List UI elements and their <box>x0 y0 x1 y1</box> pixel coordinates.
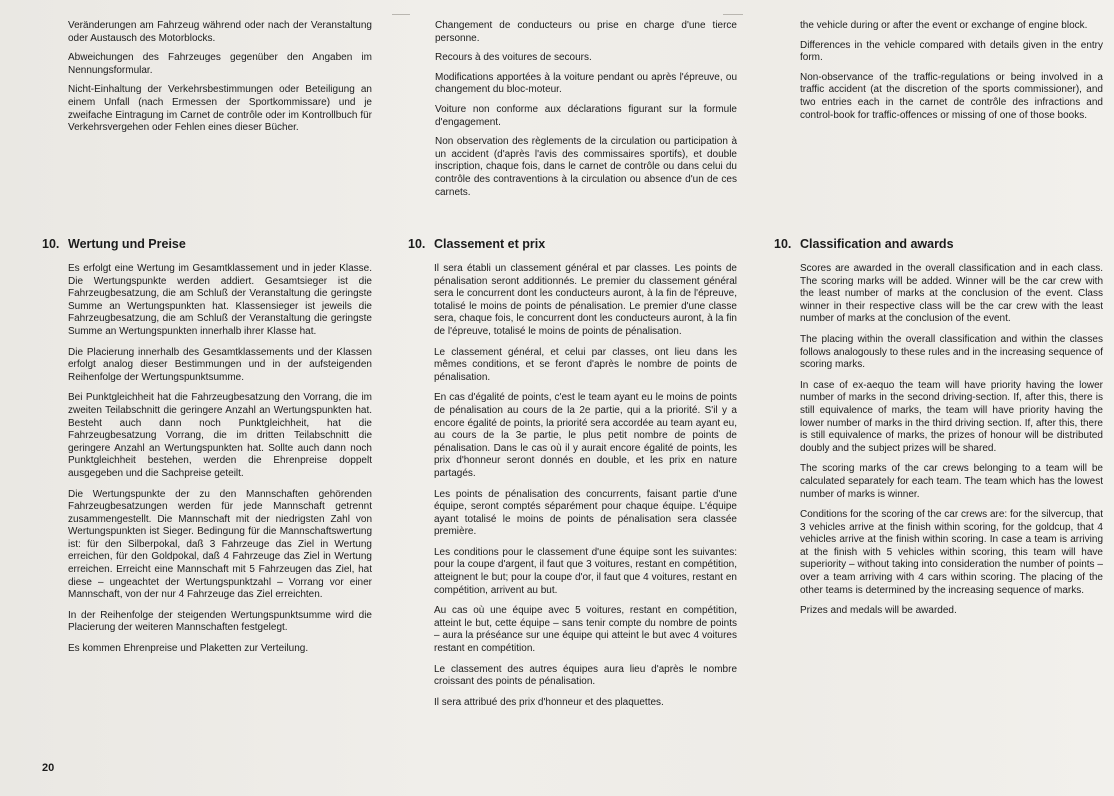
top-column-german <box>68 20 372 142</box>
section-english <box>774 237 1103 626</box>
page-number: 20 <box>42 762 55 774</box>
paragraph: Modifications apportées à la voiture pendant ou après l'épreuve, ou changement du bloc-moteur. <box>435 71 737 96</box>
paragraph: Bei Punktgleichheit hat die Fahrzeugbesatzung den Vorrang, die im zweiten Teilabschnitt die geringere Anzahl an Wertungspunkten hat. Besteht auch dann noch Punktgleichheit, hat die Fahrzeugbesatzung Vorrang, die im dritten Teilabschnitt die geringere Anzahl an Wertungspunkten hat. Sollte auch dann noch Punktgleichheit bestehen, werden die Ehrenpreise doppelt ausgegeben und die Sachpreise geteilt. <box>68 392 372 479</box>
paragraph: Die Wertungspunkte der zu den Mannschaften gehörenden Fahrzeugbesatzungen werden für jede Mannschaft getrennt zusammengestellt. Die Mannschaft mit der niedrigsten Zahl von Wertungspunkten ist Sieger. Bedingung für die Mannschaftswertung ist: für den Silberpokal, daß 3 Fahrzeuge das Ziel in Wertung erreichen, für den Goldpokal, daß 4 Fahrzeuge das Ziel in Wertung erreichen. Erreicht eine Mannschaft mit 5 Fahrzeugen das Ziel, hat diese – ungeachtet der Wertungspunktzahl – Vorrang vor einer Mannschaft, von der nur 4 Fahrzeuge das Ziel erreichten. <box>68 488 372 601</box>
paragraph: In case of ex-aequo the team will have priority having the lower number of marks in the second driving-section. If, after this, there is still equivalence of marks, the team will have priority having the lower number of marks in the third driving section. If, after this, there is still equivalence of marks, the prizes of honour will be distributed doubly and the subject prizes will be shared. <box>800 379 1103 454</box>
paragraph: Changement de conducteurs ou prise en charge d'une tierce personne. <box>435 20 737 44</box>
section-french <box>408 237 737 717</box>
paragraph: Le classement des autres équipes aura lieu d'après le nombre croissant des points de pénalisation. <box>434 663 737 688</box>
section-body <box>68 263 372 656</box>
section-title: Classement et prix <box>434 237 546 251</box>
paragraph: Prizes and medals will be awarded. <box>800 605 957 617</box>
paragraph: Scores are awarded in the overall classification and in each class. The scoring marks will be added. Winner will be the car crew with the least number of marks at the conclusion of the event. Class winner in their respective class will be the car crew with the least number of marks at the conclusion of the event. <box>800 263 1103 325</box>
paragraph: Non-observance of the traffic-regulations or being involved in a traffic accident (at the discretion of the sports commissioner), and two entries each in the carnet de contrôle des infractions and control-book for traffic-offences or missing of one of those books. <box>800 71 1103 121</box>
paragraph: Die Placierung innerhalb des Gesamtklassements und der Klassen erfolgt analog dieser Bestimmungen und in der aufsteigenden Reihenfolge der Wertungspunktsumme. <box>68 346 372 383</box>
section-body <box>434 263 737 709</box>
paragraph: In der Reihenfolge der steigenden Wertungspunktsumme wird die Placierung der weiteren Mannschaften festgelegt. <box>68 609 372 634</box>
paragraph: The scoring marks of the car crews belonging to a team will be calculated separately for each team. The team which has the lowest number of marks is winner. <box>800 463 1103 500</box>
paragraph: Il sera attribué des prix d'honneur et des plaquettes. <box>434 696 664 708</box>
section-heading <box>42 237 372 251</box>
paragraph: Non observation des règlements de la circulation ou participation à un accident (d'après l'avis des commissaires sportifs), et double inscription, chaque fois, dans le carnet de contrôle ou dans celui du contrôle des contraventions à la circulation ou absence d'un de ces carnets. <box>435 136 737 198</box>
paragraph: The placing within the overall classification and within the classes follows analogously to these rules and in the increasing sequence of scoring marks. <box>800 333 1103 371</box>
paragraph: Voiture non conforme aux déclarations figurant sur la formule d'engagement. <box>435 103 737 128</box>
section-body <box>800 263 1103 618</box>
section-number: 10. <box>774 237 792 251</box>
paragraph: Il sera établi un classement général et par classes. Les points de pénalisation seront additionnés. Le premier du classement général sera le concurrent dont les conducteurs auront, à la fin de l'épreuve, totalisé le moins de points de pénalisation. Le premier d'une classe sera, chaque fois, le concurrent dont les conducteurs auront, à la fin de l'épreuve, totalisé le moins de points de pénalisation. <box>434 263 737 337</box>
paragraph: Veränderungen am Fahrzeug während oder nach der Veranstaltung oder Austausch des Motorblocks. <box>68 20 372 44</box>
paragraph: the vehicle during or after the event or exchange of engine block. <box>800 20 1088 31</box>
section-heading <box>408 237 737 251</box>
top-column-english <box>800 20 1103 129</box>
paragraph: Le classement général, et celui par classes, ont lieu dans les mêmes conditions, et se feront d'après le nombre de points de pénalisation. <box>434 346 737 383</box>
paragraph: Conditions for the scoring of the car crews are: for the silvercup, that 3 vehicles arrive at the finish within scoring, for the goldcup, that 4 vehicles arrive at the finish within scoring. In case a team is arriving at the finish with 5 vehicles within scoring, this team will have superiority – without taking into consideration the number of points – over a team arriving with 4 cars within scoring. The placing of the other teams is determined by the increasing sequence of marks. <box>800 509 1103 596</box>
paragraph: Recours à des voitures de secours. <box>435 52 592 64</box>
paragraph: Les points de pénalisation des concurrents, faisant partie d'une équipe, seront comptés séparément pour chaque équipe. L'équipe ayant totalisé le moins de points de pénalisation sera classée première. <box>434 488 737 538</box>
paragraph: Nicht-Einhaltung der Verkehrsbestimmungen oder Beteiligung an einem Unfall (nach Ermessen der Sportkommissare) und je zweifache Eintragung im Carnet de contrôle oder im Kontrollbuch für Verkehrsvergehen oder Fehlen eines dieser Bücher. <box>68 84 372 134</box>
section-title: Wertung und Preise <box>68 237 186 251</box>
section-heading <box>774 237 1103 251</box>
paragraph: En cas d'égalité de points, c'est le team ayant eu le moins de points de pénalisation au cours de la 2e partie, qui a la priorité. S'il y a encore égalité de points, la priorité sera accordée au team ayant eu, au cours de la 3e partie, le plus petit nombre de points de pénalisation. Dans le cas où il y aurait encore égalité de points, les prix d'honneur seront donnés en double, et les prix en nature partagés. <box>434 392 737 479</box>
paragraph: Es erfolgt eine Wertung im Gesamtklassement und in jeder Klasse. Die Wertungspunkte werden addiert. Gesamtsieger ist die Fahrzeugbesatzung, die am Schluß der Veranstaltung die geringste Summe an Wertungspunkten hat. Klassensieger ist jeweils die Fahrzeugbesatzung, die am Schluß der Veranstaltung die geringste Summe an Wertungspunkten innerhalb ihrer Klasse hat. <box>68 263 372 337</box>
paragraph: Differences in the vehicle compared with details given in the entry form. <box>800 39 1103 64</box>
paragraph: Au cas où une équipe avec 5 voitures, restant en compétition, atteint le but, cette équipe – sans tenir compte du nombre de points – aura la préséance sur une équipe qui atteint le but avec 4 voitures restant en compétition. <box>434 605 737 655</box>
paragraph: Es kommen Ehrenpreise und Plaketten zur Verteilung. <box>68 643 309 655</box>
paragraph: Les conditions pour le classement d'une équipe sont les suivantes: pour la coupe d'argent, il faut que 3 voitures, restant en compétition, atteignent le but; pour la coupe d'or, il faut que 4 voitures, restant en compétition, arrivent au but. <box>434 546 737 596</box>
fold-mark-left <box>392 0 410 15</box>
section-title: Classification and awards <box>800 237 954 251</box>
section-german <box>42 237 372 664</box>
top-column-french <box>435 20 737 206</box>
section-number: 10. <box>42 237 60 251</box>
paragraph: Abweichungen des Fahrzeuges gegenüber den Angaben im Nennungsformular. <box>68 52 372 76</box>
section-number: 10. <box>408 237 426 251</box>
fold-mark-right <box>723 0 743 15</box>
